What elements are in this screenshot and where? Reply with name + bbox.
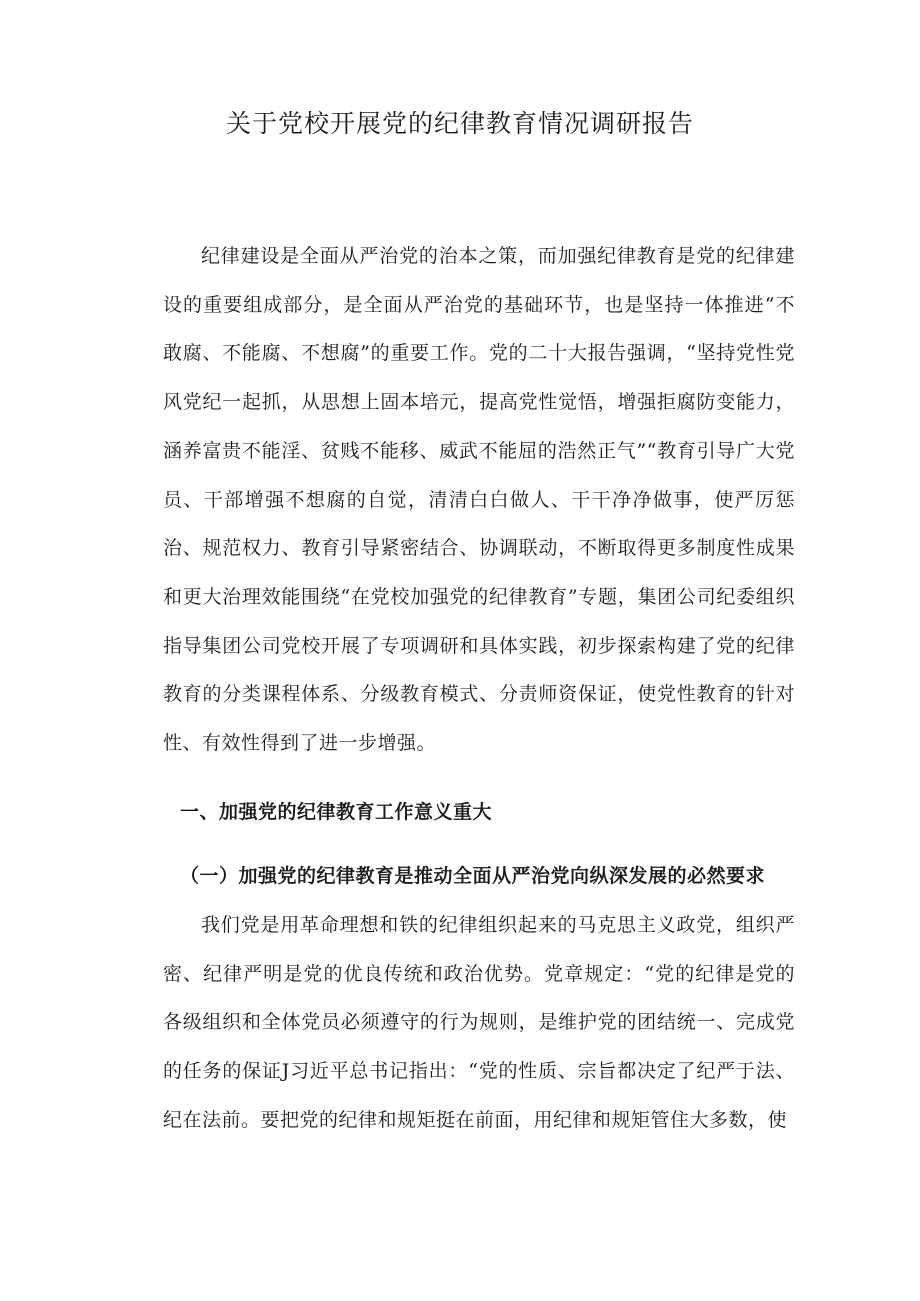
section-heading-1: 一、加强党的纪律教育工作意义重大 <box>180 801 493 823</box>
paragraph-intro: 纪律建设是全面从严治党的治本之策，而加强纪律教育是党的纪律建设的重要组成部分，是全面从严治党的基础环节，也是坚持一体推进“不敢腐、不能腐、不想腐”的重要工作。党的二十大报告强调，“坚持党性党风党纪一起抓，从思想上固本培元，提高党性觉悟，增强拒腐防变能力，涵养富贵不能淫、贫贱不能移、威武不能屈的浩然正气”“教育引导广大党员、干部增强不想腐的自觉，清清白白做人、干干净净做事，使严厉惩治、规范权力、教育引导紧密结合、协调联动，不断取得更多制度性成果和更大治理效能围绕“在党校加强党的纪律教育”专题，集团公司纪委组织指导集团公司党校开展了专项调研和具体实践，初步探索构建了党的纪律教育的分类课程体系、分级教育模式、分责师资保证，使党性教育的针对性、有效性得到了进一步增强。 <box>163 245 795 755</box>
document-title: 关于党校开展党的纪律教育情况调研报告 <box>225 109 694 138</box>
subsection-heading-1: （一）加强党的纪律教育是推动全面从严治党向纵深发展的必然要求 <box>180 865 766 887</box>
paragraph-section-1: 我们党是用革命理想和铁的纪律组织起来的马克思主义政党，组织严密、纪律严明是党的优良传统和政治优势。党章规定：“党的纪律是党的各级组织和全体党员必须遵守的行为规则，是维护党的团结统一、完成党的任务的保证J习近平总书记指出：“党的性质、宗旨都决定了纪严于法、纪在法前。要把党的纪律和规矩挺在前面，用纪律和规矩管住大多数，使 <box>163 914 795 1131</box>
